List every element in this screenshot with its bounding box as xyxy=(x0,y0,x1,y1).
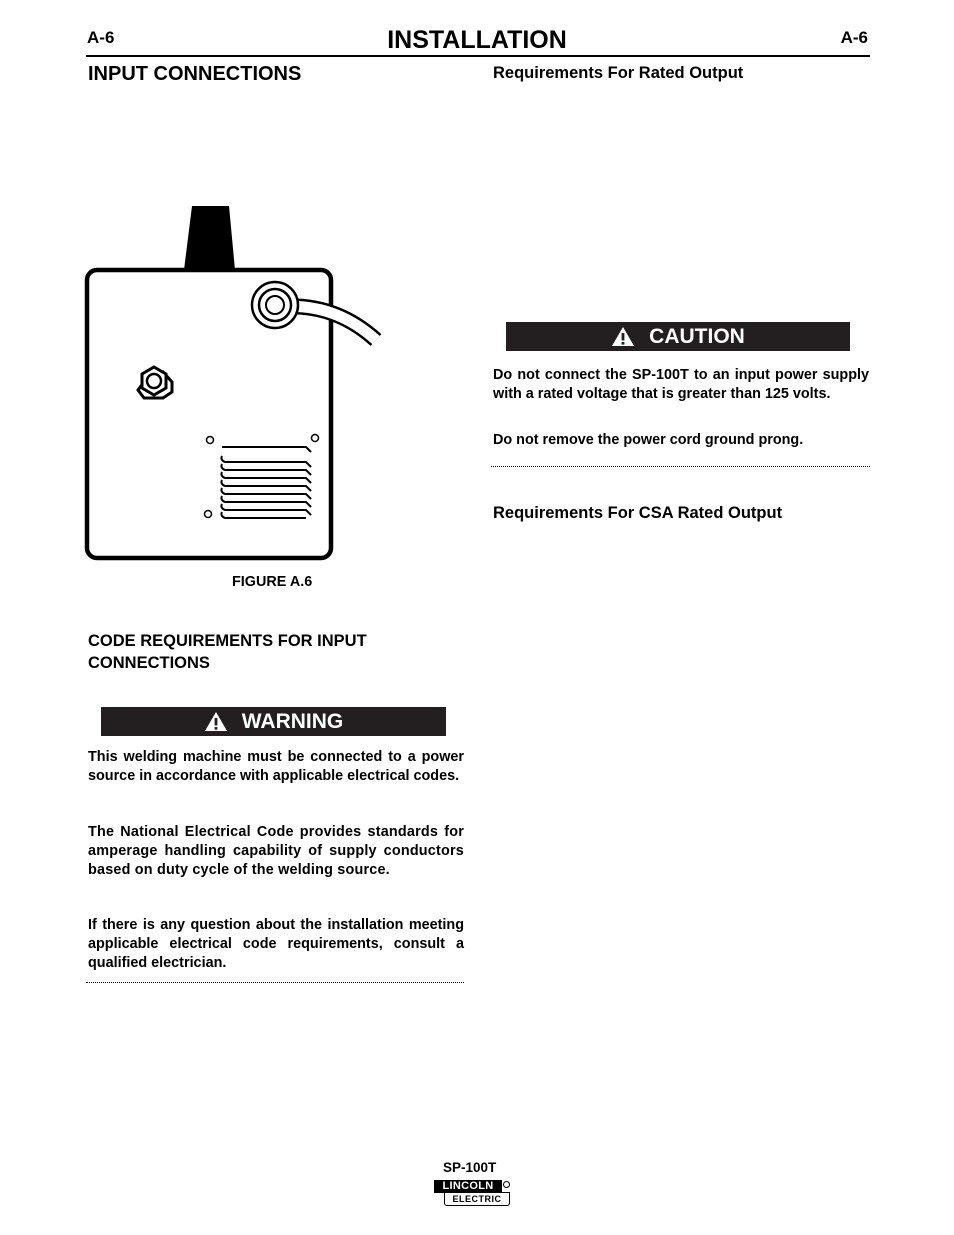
header-rule xyxy=(86,55,870,57)
warning-paragraph: The National Electrical Code provides standards for amperage handling capability of supply conductors based on duty cycle of the welding source. xyxy=(88,824,464,878)
screw xyxy=(205,511,212,518)
csa-output-heading: Requirements For CSA Rated Output xyxy=(493,504,783,522)
warning-triangle-icon xyxy=(204,711,228,732)
page-number-right: A-6 xyxy=(840,28,868,47)
warning-paragraph: If there is any question about the installation meeting applicable electrical code requirements, consult a qualified electrician. xyxy=(88,917,464,971)
warning-paragraph: This welding machine must be connected to a power source in accordance with applicable electrical codes. xyxy=(88,749,464,784)
caution-dotted-divider xyxy=(491,466,870,467)
warning-dotted-divider xyxy=(86,982,464,983)
logo-top-text: LINCOLN xyxy=(434,1180,502,1193)
screw xyxy=(312,435,319,442)
figure-caption: FIGURE A.6 xyxy=(232,574,313,590)
rated-output-heading: Requirements For Rated Output xyxy=(493,64,744,82)
warning-banner xyxy=(101,707,446,736)
caution-banner xyxy=(506,322,850,351)
warning-triangle-icon xyxy=(611,326,635,347)
input-connections-heading: INPUT CONNECTIONS xyxy=(88,63,302,85)
screw xyxy=(207,437,214,444)
caution-label: CAUTION xyxy=(649,324,745,348)
logo-bottom-text: ELECTRIC xyxy=(444,1192,510,1206)
caution-paragraph: Do not remove the power cord ground prong. xyxy=(493,432,804,448)
page-number-left: A-6 xyxy=(87,28,115,47)
machine-side-figure xyxy=(80,200,385,568)
machine-handle xyxy=(184,206,235,270)
warning-label: WARNING xyxy=(241,709,344,733)
page-title: INSTALLATION xyxy=(387,26,567,54)
footer-model: SP-100T xyxy=(443,1160,497,1175)
registered-mark-icon xyxy=(503,1181,510,1188)
lincoln-electric-logo xyxy=(434,1180,512,1207)
code-requirements-heading: CODE REQUIREMENTS FOR INPUT CONNECTIONS xyxy=(88,632,367,672)
caution-paragraph: Do not connect the SP-100T to an input power supply with a rated voltage that is greater than 125 volts. xyxy=(493,367,869,402)
